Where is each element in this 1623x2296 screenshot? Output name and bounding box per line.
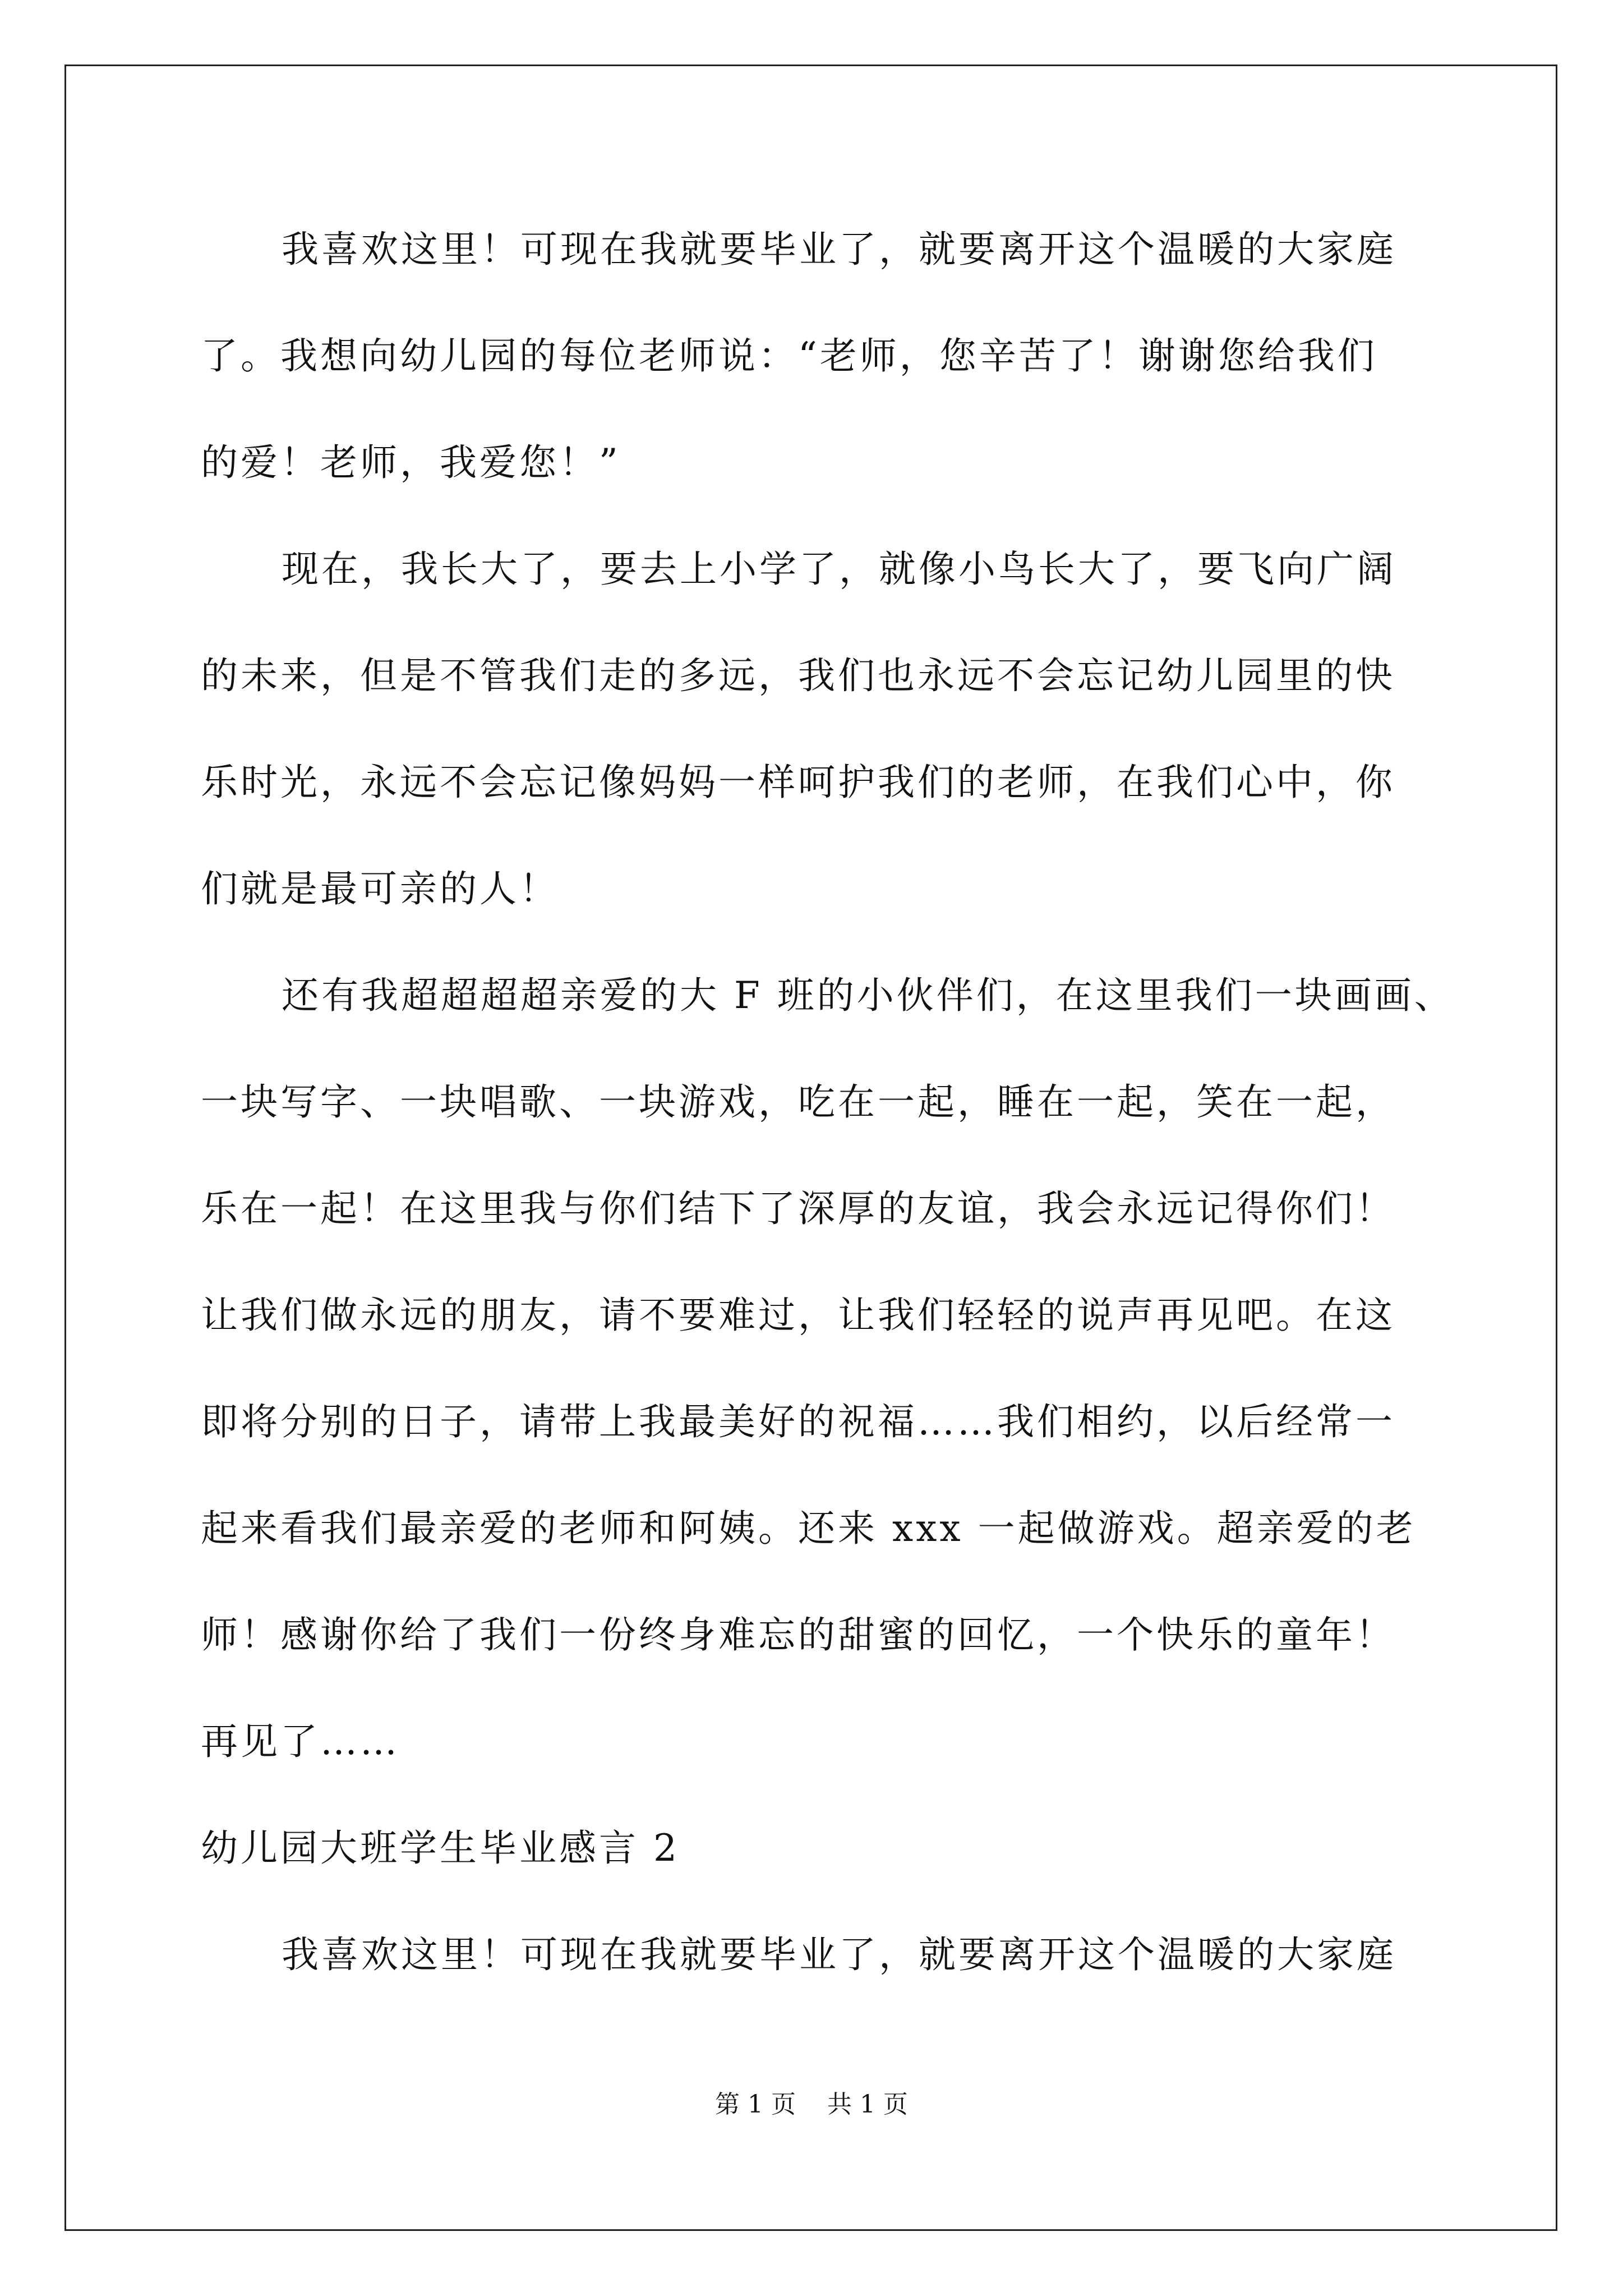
paragraph-3-line-3: 乐在一起！在这里我与你们结下了深厚的友谊，我会永远记得你们！ [201, 1187, 1395, 1230]
paragraph-2-line-3: 乐时光，永远不会忘记像妈妈一样呵护我们的老师，在我们心中，你 [201, 761, 1395, 804]
paragraph-3-line-7: 师！感谢你给了我们一份终身难忘的甜蜜的回忆，一个快乐的童年！ [201, 1613, 1395, 1657]
paragraph-1-line-2: 了。我想向幼儿园的每位老师说：“老师，您辛苦了！谢谢您给我们 [201, 334, 1377, 378]
paragraph-3-line-2: 一块写字、一块唱歌、一块游戏，吃在一起，睡在一起，笑在一起， [201, 1080, 1395, 1124]
page-number-footer: 第 1 页 共 1 页 [715, 2090, 908, 2119]
paragraph-3-line-1: 还有我超超超超亲爱的大 F 班的小伙伴们，在这里我们一块画画、 [282, 974, 1454, 1017]
paragraph-3-line-6: 起来看我们最亲爱的老师和阿姨。还来 xxx 一起做游戏。超亲爱的老 [201, 1507, 1416, 1550]
paragraph-3-line-5: 即将分别的日子，请带上我最美好的祝福……我们相约，以后经常一 [201, 1400, 1395, 1443]
paragraph-1-line-3: 的爱！老师，我爱您！” [201, 441, 621, 484]
paragraph-3-line-8: 再见了…… [201, 1720, 400, 1763]
paragraph-2-line-1: 现在，我长大了，要去上小学了，就像小鸟长大了，要飞向广阔 [282, 547, 1396, 591]
section-heading: 幼儿园大班学生毕业感言 2 [201, 1826, 680, 1870]
paragraph-1-line-1: 我喜欢这里！可现在我就要毕业了，就要离开这个温暖的大家庭 [282, 228, 1396, 271]
page-frame [64, 65, 1557, 2231]
paragraph-3-line-4: 让我们做永远的朋友，请不要难过，让我们轻轻的说声再见吧。在这 [201, 1294, 1395, 1337]
paragraph-2-line-4: 们就是最可亲的人！ [201, 867, 559, 910]
paragraph-2-line-2: 的未来，但是不管我们走的多远，我们也永远不会忘记幼儿园里的快 [201, 654, 1395, 697]
paragraph-4-line-1: 我喜欢这里！可现在我就要毕业了，就要离开这个温暖的大家庭 [282, 1933, 1396, 1976]
